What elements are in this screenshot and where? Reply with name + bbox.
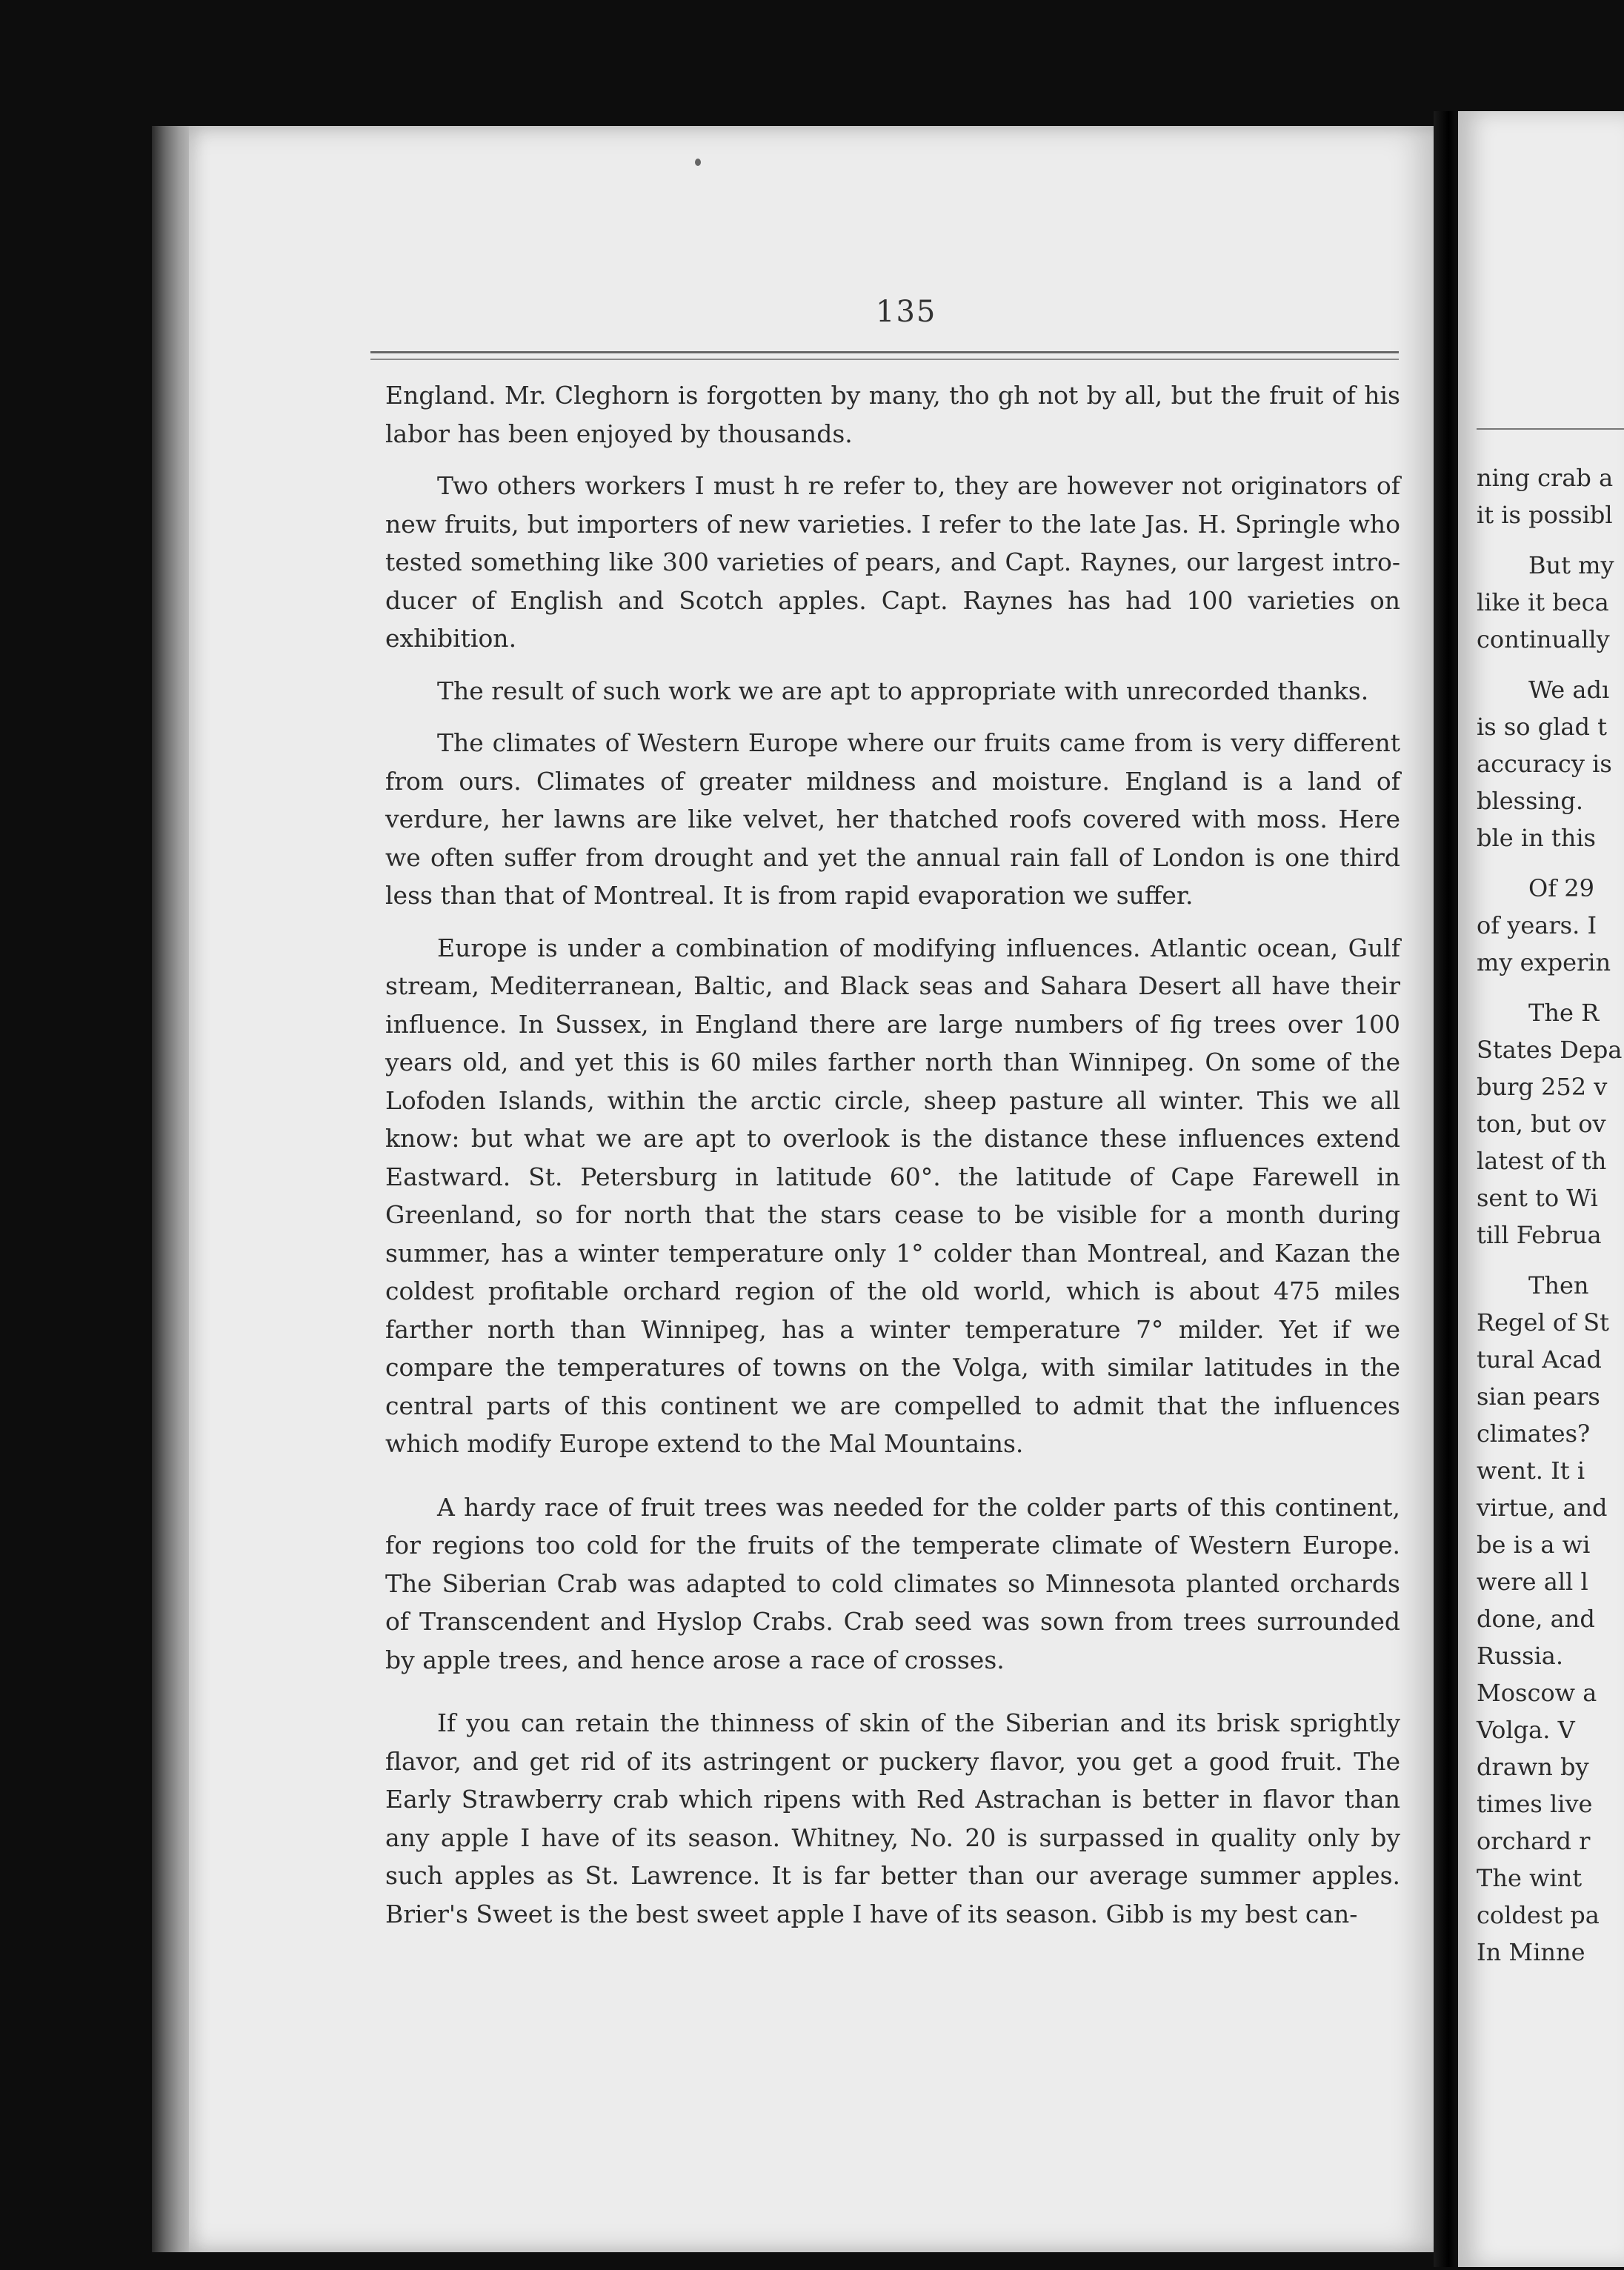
right-line: my experin: [1477, 948, 1611, 976]
speck-mark: [695, 159, 701, 166]
right-line: times live: [1477, 1790, 1593, 1818]
right-line: Of 29: [1528, 874, 1594, 902]
page-number: 135: [876, 295, 937, 329]
right-line: We adı: [1528, 676, 1610, 704]
right-line: In Minne: [1477, 1938, 1585, 1966]
right-line: ble in this: [1477, 824, 1596, 852]
right-line: blessing.: [1477, 787, 1583, 815]
right-line: The R: [1528, 999, 1600, 1027]
right-line: latest of th: [1477, 1147, 1607, 1175]
header-rule-secondary: [370, 359, 1399, 360]
right-line: Moscow a: [1477, 1679, 1597, 1707]
right-line: sent to Wi: [1477, 1184, 1598, 1212]
right-line: Volga. V: [1477, 1716, 1575, 1744]
body-text: [385, 376, 1400, 1933]
right-line: virtue, and: [1477, 1494, 1608, 1522]
right-line: orchard r: [1477, 1827, 1591, 1855]
right-line: Russia.: [1477, 1642, 1564, 1670]
right-line: accuracy is: [1477, 750, 1612, 778]
right-line: done, and: [1477, 1605, 1595, 1633]
right-line: tural Acad: [1477, 1345, 1602, 1374]
right-line: burg 252 v: [1477, 1073, 1608, 1101]
right-line: Regel of St: [1477, 1308, 1609, 1337]
right-page-text: [1477, 459, 1624, 1971]
right-line: sian pears: [1477, 1382, 1600, 1411]
right-line: The wint: [1477, 1864, 1583, 1892]
right-line: it is possibl: [1477, 501, 1613, 529]
right-line: drawn by: [1477, 1753, 1589, 1781]
paragraph: The result of such work we are apt to appropriate with unrecorded thanks.: [437, 676, 1369, 705]
paragraph: Two others workers I must h re refer to, they are however not originators of new fruits, but importers of new varieties. I refer to the late Jas. H. Springle who tested something like 300 varieties of pears, and Capt. Raynes, our largest intro-ducer of English and Scotch apples. Capt. Raynes has had 100 varieties on exhibition.: [385, 471, 1400, 653]
right-line: be is a wi: [1477, 1531, 1591, 1559]
paragraph: A hardy race of fruit trees was needed for the colder parts of this continent, for regions too cold for the fruits of the temperate climate of Western Europe. The Siberian Crab was adapted to cold climates so Minnesota planted orchards of Transcendent and Hyslop Crabs. Crab seed was sown from trees surrounded by apple trees, and hence arose a race of crosses.: [385, 1492, 1400, 1674]
right-line: till Februa: [1477, 1221, 1602, 1249]
right-line: ton, but ov: [1477, 1110, 1606, 1138]
header-rule: [370, 351, 1399, 353]
right-line: coldest pa: [1477, 1901, 1600, 1929]
right-line: continually: [1477, 625, 1610, 653]
paragraph: If you can retain the thinness of skin of the Siberian and its brisk sprightly flavor, and get rid of its astringent or puckery flavor, you get a good fruit. The Early Strawberry crab which ripens with Red Astrachan is better in flavor than any apple I have of its season. Whitney, No. 20 is surpassed in quality only by such apples as St. Lawrence. It is far better than our average summer apples. Brier's Sweet is the best sweet apple I have of its season. Gibb is my best can-: [385, 1708, 1400, 1928]
right-line: is so glad t: [1477, 713, 1607, 741]
right-line: But my: [1528, 551, 1614, 579]
right-line: went. It i: [1477, 1457, 1585, 1485]
right-line: of years. I: [1477, 911, 1597, 939]
right-page: [1458, 111, 1624, 2267]
paragraph: The climates of Western Europe where our fruits came from is very different from ours. Climates of greater mildness and moisture. England is a land of verdure, her lawns are like velvet, her thatched roofs covered with moss. Here we often suffer from drought and yet the annual rain fall of London is one third less than that of Montreal. It is from rapid evaporation we suffer.: [385, 728, 1400, 910]
right-line: States Depa: [1477, 1036, 1623, 1064]
right-line: climates?: [1477, 1419, 1591, 1448]
right-line: ning crab a: [1477, 464, 1614, 492]
right-line: Then: [1528, 1271, 1589, 1299]
right-line: like it beca: [1477, 588, 1609, 616]
right-page-rule: [1477, 428, 1624, 430]
right-line: were all l: [1477, 1568, 1588, 1596]
paragraph: England. Mr. Cleghorn is forgotten by many, tho gh not by all, but the fruit of his labor has been enjoyed by thousands.: [385, 381, 1400, 448]
paragraph: Europe is under a combination of modifying influences. Atlantic ocean, Gulf stream, Mediterranean, Baltic, and Black seas and Sahara Desert all have their influence. In Sussex, in England there are large numbers of fig trees over 100 years old, and yet this is 60 miles farther north than Winnipeg. On some of the Lofoden Islands, within the arctic circle, sheep pasture all winter. This we all know: but what we are apt to overlook is the distance these influences extend Eastward. St. Petersburg in latitude 60°. the latitude of Cape Farewell in Greenland, so for north that the stars cease to be visible for a month during summer, has a winter temperature only 1° colder than Montreal, and Kazan the coldest profitable orchard region of the old world, which is about 475 miles farther north than Winnipeg, has a winter temperature 7° milder. Yet if we compare the temperatures of towns on the Volga, with similar latitudes in the central parts of this continent we are compelled to admit that the influences which modify Europe extend to the Mal Mountains.: [385, 933, 1400, 1458]
